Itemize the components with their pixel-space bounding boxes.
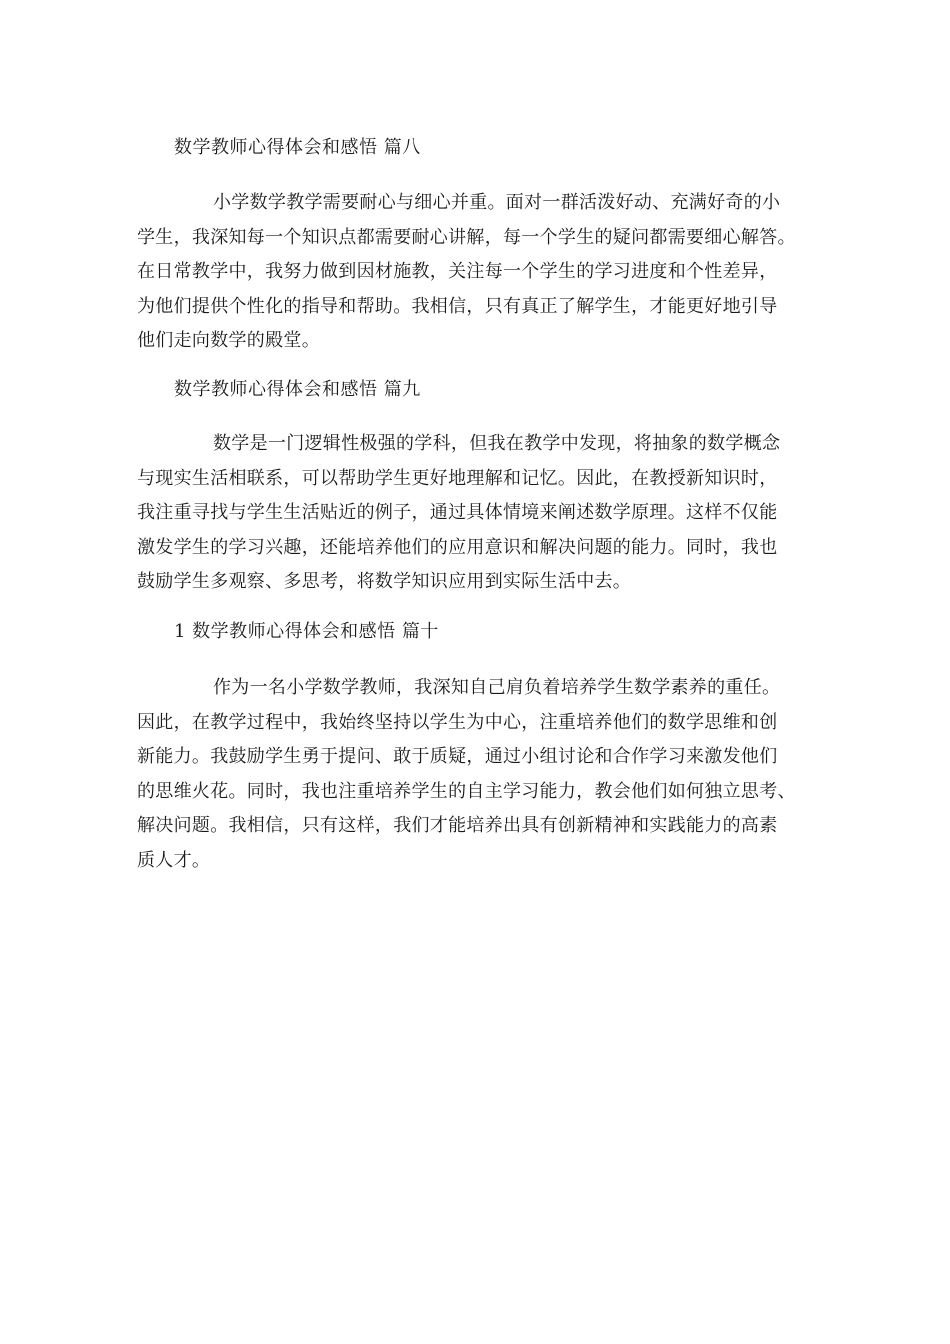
text-line: 激发学生的学习兴趣，还能培养他们的应用意识和解决问题的能力。同时，我也 — [137, 536, 778, 558]
section-heading-9: 数学教师心得体会和感悟 篇九 — [174, 379, 421, 400]
section-body-8 — [137, 186, 813, 359]
text-line: 与现实生活相联系，可以帮助学生更好地理解和记忆。因此，在教授新知识时， — [137, 467, 778, 489]
text-line: 小学数学教学需要耐心与细心并重。面对一群活泼好动、充满好奇的小 — [213, 192, 781, 213]
text-line: 在日常教学中，我努力做到因材施教，关注每一个学生的学习进度和个性差异， — [137, 261, 778, 282]
text-line: 学生，我深知每一个知识点都需要耐心讲解，每一个学生的疑问都需要细心解答。 — [137, 226, 796, 248]
text-line: 新能力。我鼓励学生勇于提问、敢于质疑，通过小组讨论和合作学习来激发他们 — [137, 746, 778, 767]
section-body-10 — [137, 671, 813, 878]
text-line: 他们走向数学的殿堂。 — [137, 330, 320, 351]
text-line: 我注重寻找与学生生活贴近的例子，通过具体情境来阐述数学原理。这样不仅能 — [137, 502, 778, 523]
text-line: 鼓励学生多观察、多思考，将数学知识应用到实际生活中去。 — [137, 571, 632, 592]
text-line: 为他们提供个性化的指导和帮助。我相信，只有真正了解学生，才能更好地引导 — [137, 295, 778, 317]
text-line: 因此，在教学过程中，我始终坚持以学生为中心，注重培养他们的数学思维和创 — [137, 711, 778, 733]
text-line: 解决问题。我相信，只有这样，我们才能培养出具有创新精神和实践能力的高素 — [137, 815, 778, 836]
text-line: 的思维火花。同时，我也注重培养学生的自主学习能力，教会他们如何独立思考、 — [137, 780, 796, 802]
section-body-9 — [137, 427, 813, 600]
text-line: 作为一名小学数学教师，我深知自己肩负着培养学生数学素养的重任。 — [213, 677, 781, 698]
text-line: 质人才。 — [137, 849, 211, 871]
section-heading-8: 数学教师心得体会和感悟 篇八 — [174, 137, 421, 158]
text-line: 数学是一门逻辑性极强的学科，但我在教学中发现，将抽象的数学概念 — [213, 433, 781, 454]
section-heading-10: 1 数学教师心得体会和感悟 篇十 — [174, 621, 439, 642]
